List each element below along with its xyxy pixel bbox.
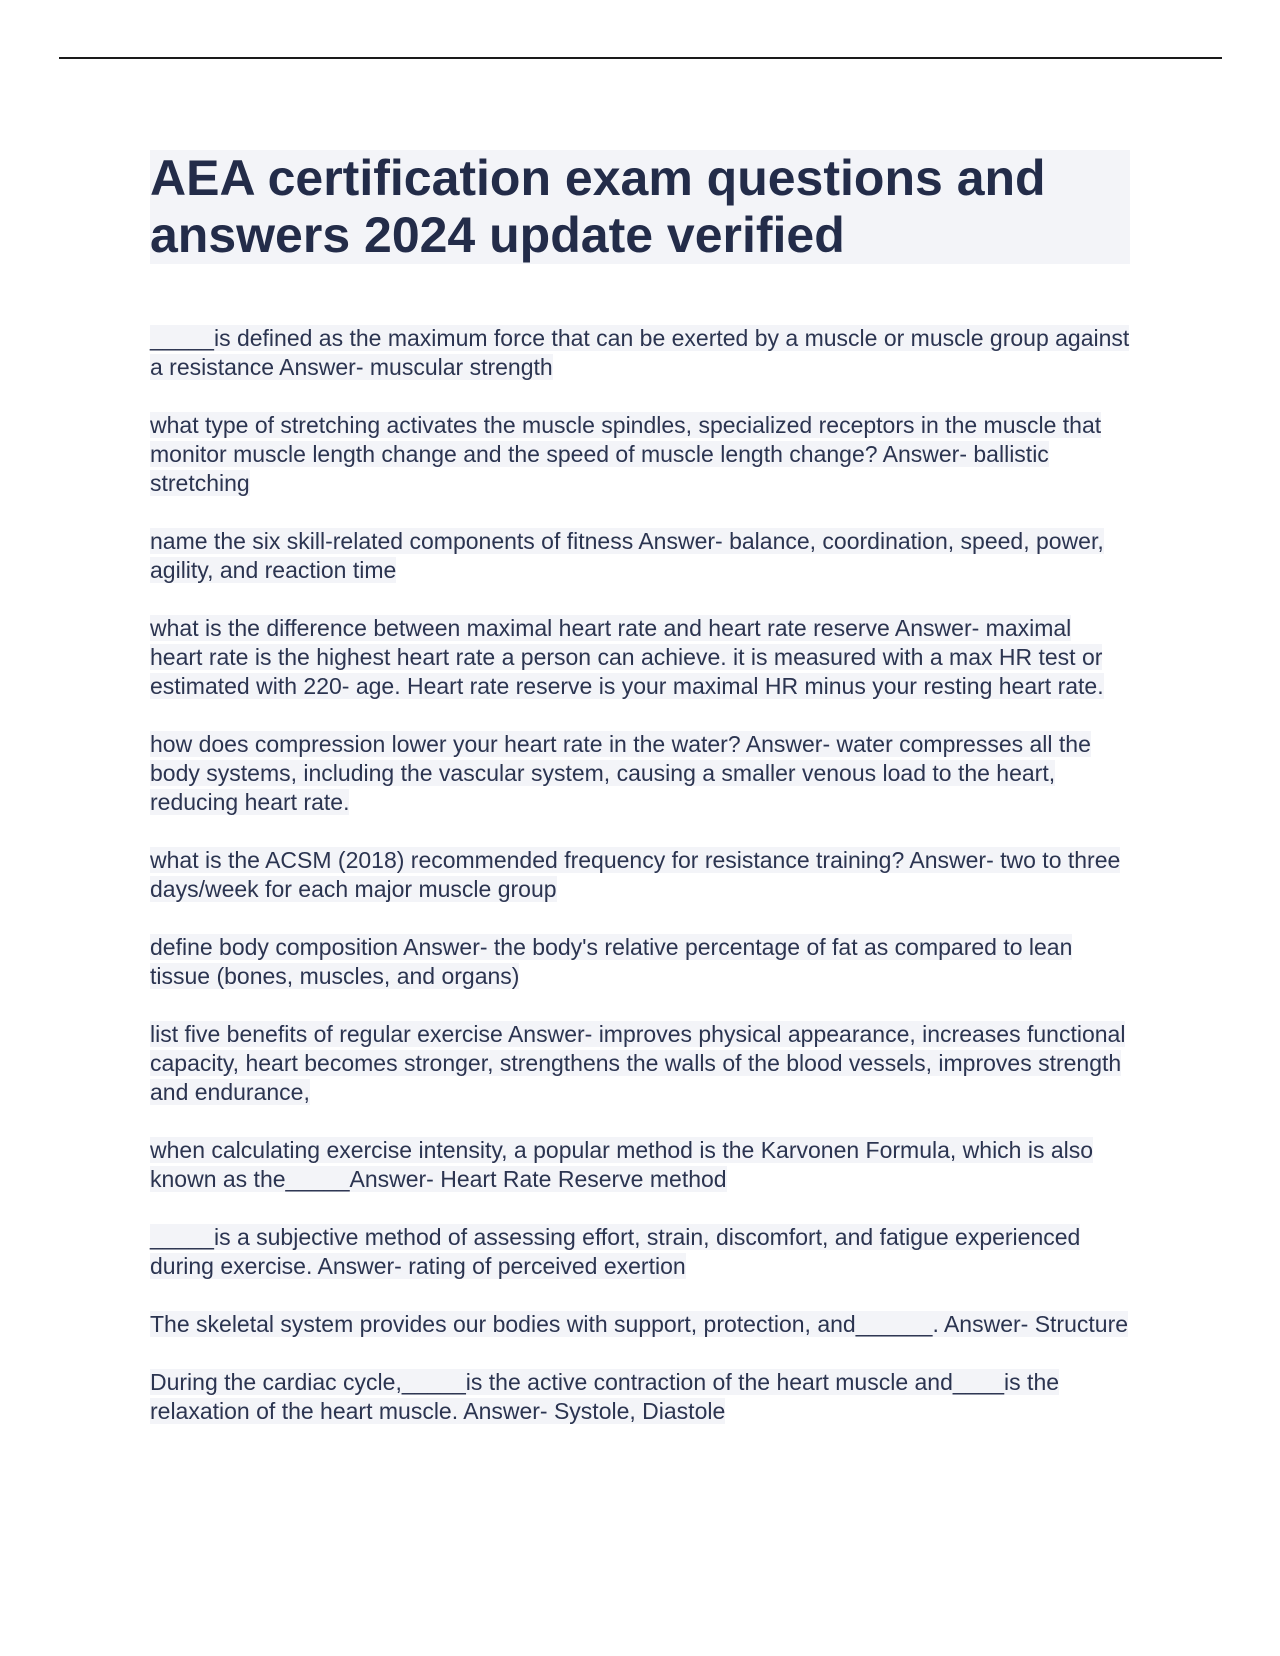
qa-item — [150, 933, 1130, 991]
qa-text: what is the difference between maximal heart rate and heart rate reserve Answer- maximal heart rate is the highest heart rate a person can achieve. it is measured with a max HR test or estimated with 220- age. Heart rate reserve is your maximal HR minus your resting heart rate. — [150, 615, 1104, 699]
qa-text: The skeletal system provides our bodies with support, protection, and______. Answer- Structure — [150, 1311, 1129, 1337]
qa-text: when calculating exercise intensity, a popular method is the Karvonen Formula, which is also known as the_____Answer- Heart Rate Reserve method — [150, 1137, 1094, 1192]
qa-item — [150, 411, 1130, 498]
qa-item — [150, 324, 1130, 382]
qa-item — [150, 527, 1130, 585]
qa-item — [150, 846, 1130, 904]
qa-text: _____is defined as the maximum force that can be exerted by a muscle or muscle group against a resistance Answer- muscular strength — [150, 325, 1130, 380]
qa-text: During the cardiac cycle,_____is the active contraction of the heart muscle and____is the relaxation of the heart muscle. Answer- Systole, Diastole — [150, 1369, 1060, 1424]
qa-text: list five benefits of regular exercise Answer- improves physical appearance, increases functional capacity, heart becomes stronger, strengthens the walls of the blood vessels, improves strength and endurance, — [150, 1021, 1126, 1105]
header-rule — [59, 57, 1222, 59]
qa-item — [150, 1368, 1130, 1426]
qa-item — [150, 1136, 1130, 1194]
qa-text: name the six skill-related components of fitness Answer- balance, coordination, speed, power, agility, and reaction time — [150, 528, 1104, 583]
qa-item — [150, 1020, 1130, 1107]
qa-text: what type of stretching activates the muscle spindles, specialized receptors in the muscle that monitor muscle length change and the speed of muscle length change? Answer- ballistic stretching — [150, 412, 1102, 496]
qa-item — [150, 730, 1130, 817]
qa-text: _____is a subjective method of assessing effort, strain, discomfort, and fatigue experienced during exercise. Answer- rating of perceived exertion — [150, 1224, 1081, 1279]
page-title: AEA certification exam questions and answers 2024 update verified — [150, 150, 1046, 263]
qa-item — [150, 1223, 1130, 1281]
title-block — [150, 150, 1130, 264]
qa-text: what is the ACSM (2018) recommended frequency for resistance training? Answer- two to three days/week for each major muscle group — [150, 847, 1121, 902]
qa-text: define body composition Answer- the body's relative percentage of fat as compared to lean tissue (bones, muscles, and organs) — [150, 934, 1073, 989]
qa-item — [150, 614, 1130, 701]
qa-item — [150, 1310, 1130, 1339]
qa-list — [150, 324, 1130, 1455]
qa-text: how does compression lower your heart rate in the water? Answer- water compresses all the body systems, including the vascular system, causing a smaller venous load to the heart, reducing heart rate. — [150, 731, 1091, 815]
